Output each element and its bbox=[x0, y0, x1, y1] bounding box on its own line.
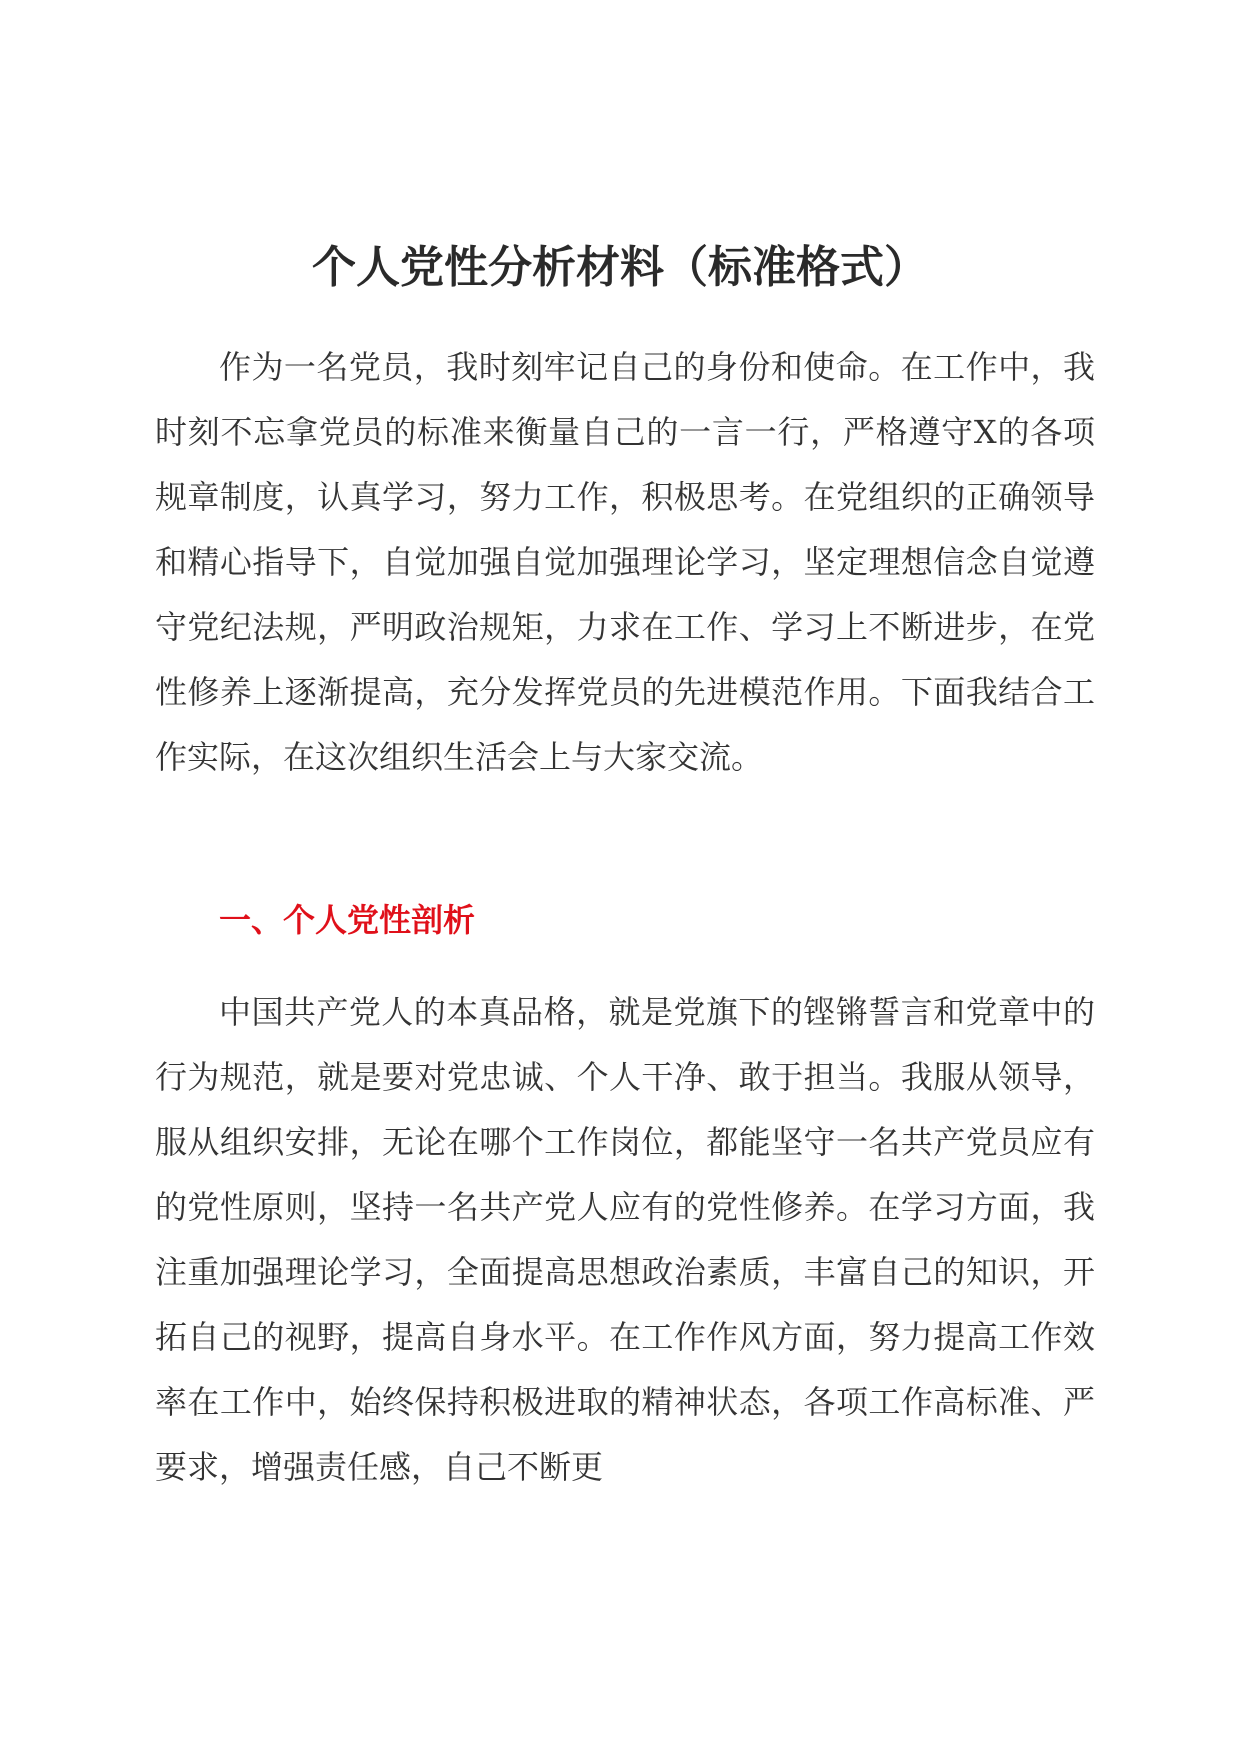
document-title: 个人党性分析材料（标准格式） bbox=[312, 242, 928, 293]
body-paragraph: 中国共产党人的本真品格，就是党旗下的铿锵誓言和党章中的行为规范，就是要对党忠诚、个人干净、敢于担当。我服从领导，服从组织安排，无论在哪个工作岗位，都能坚守一名共产党员应有的党性原则，坚持一名共产党人应有的党性修养。在学习方面，我注重加强理论学习，全面提高思想政治素质，丰富自己的知识，开拓自己的视野，提高自身水平。在工作作风方面，努力提高工作效率在工作中，始终保持积极进取的精神状态，各项工作高标准、严要求，增强责任感，自己不断更 bbox=[155, 993, 1095, 1486]
intro-paragraph: 作为一名党员，我时刻牢记自己的身份和使命。在工作中，我时刻不忘拿党员的标准来衡量自己的一言一行，严格遵守X的各项规章制度，认真学习，努力工作，积极思考。在党组织的正确领导和精心指导下，自觉加强自觉加强理论学习，坚定理想信念自觉遵守党纪法规，严明政治规矩，力求在工作、学习上不断进步，在党性修养上逐渐提高，充分发挥党员的先进模范作用。下面我结合工作实际，在这次组织生活会上与大家交流。 bbox=[155, 348, 1095, 776]
section-heading: 一、个人党性剖析 bbox=[219, 901, 476, 939]
